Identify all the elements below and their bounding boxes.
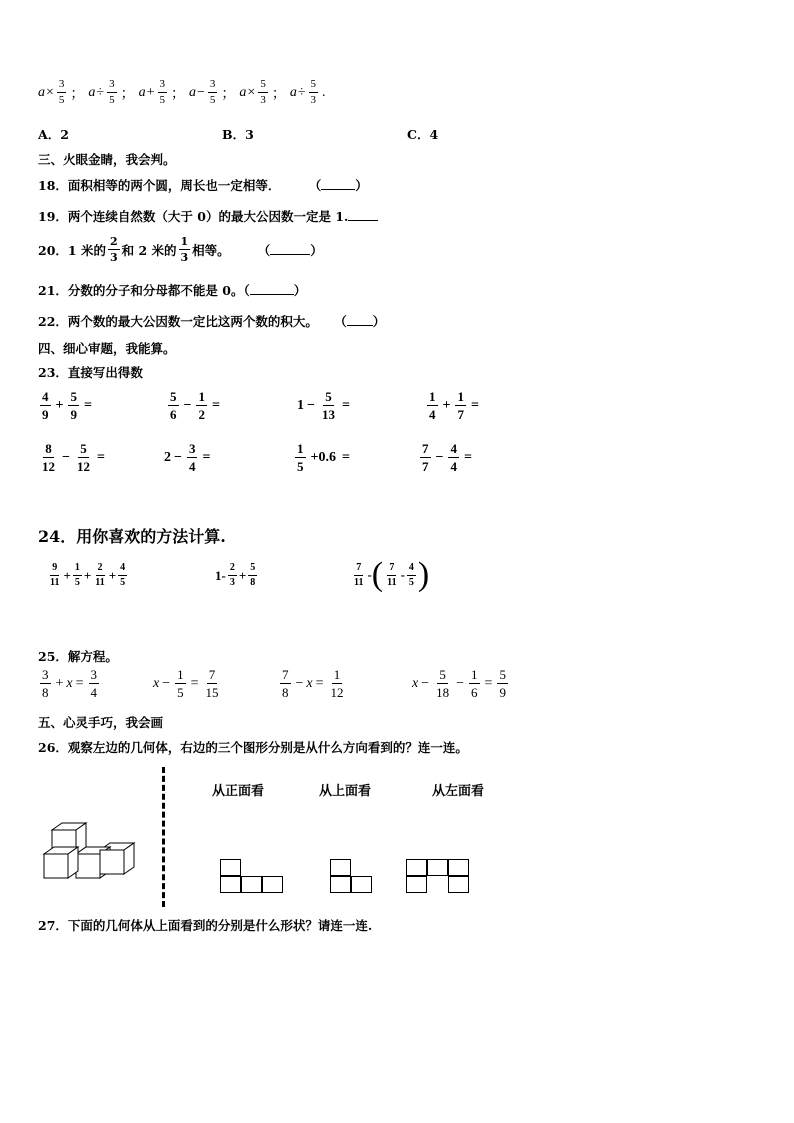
q22 bbox=[38, 312, 385, 330]
q20 bbox=[38, 236, 323, 263]
q20-text-mid: 和 2 米的 bbox=[121, 242, 177, 258]
q23-expr-3: 1 − $\frac{5}{13}$ = bbox=[297, 389, 350, 422]
q23-expr-6: 2 − $\frac{3}{4}$ = bbox=[164, 441, 211, 474]
q25-equation-4: x − $\frac{5}{18}$ − $\frac{1}{6}$ = $\frac{5}{9}$ bbox=[412, 667, 506, 700]
q21-answer-paren[interactable]: （ ） bbox=[243, 283, 307, 298]
q26-view-top-label: 从上面看 bbox=[319, 784, 372, 799]
q23-expr-8: $\frac{7}{7}$ − $\frac{4}{4}$ = bbox=[422, 441, 472, 474]
q17-option-c: C．4 bbox=[407, 127, 439, 142]
q27-title: 27．下面的几何体从上面看到的分别是什么形状？请连一连. bbox=[38, 918, 373, 933]
q26-shape-3[interactable] bbox=[406, 859, 472, 895]
section-5-heading: 五、心灵手巧，我会画 bbox=[38, 715, 164, 730]
q26-title: 26．观察左边的几何体，右边的三个图形分别是从什么方向看到的？连一连。 bbox=[38, 740, 468, 755]
q23-title: 23．直接写出得数 bbox=[38, 365, 143, 380]
q17-expression-1: a × $\frac{3}{5}$ ； bbox=[38, 78, 85, 106]
q24-expr-2: 1 - $\frac{2}{3}$ + $\frac{5}{8}$ bbox=[215, 562, 256, 588]
q26-view-front-label: 从正面看 bbox=[212, 784, 265, 799]
q26-view-left-label: 从左面看 bbox=[432, 784, 485, 799]
q19-answer-blank[interactable] bbox=[348, 220, 378, 221]
q20-answer-paren[interactable]: （ ） bbox=[257, 242, 323, 258]
q18-text: 18．面积相等的两个圆，周长也一定相等． bbox=[38, 178, 281, 193]
q21-text: 21．分数的分子和分母都不能是 0。 bbox=[38, 283, 244, 298]
section-4-heading: 四、细心审题，我能算。 bbox=[38, 341, 176, 356]
q17-expression-4: a − $\frac{3}{5}$ ； bbox=[189, 78, 236, 106]
q18 bbox=[38, 176, 368, 194]
q20-fraction-2: $\frac{1}{3}$ bbox=[180, 235, 189, 264]
q21 bbox=[38, 281, 306, 299]
q26-shape-2[interactable] bbox=[330, 859, 374, 895]
q23-expr-4: $\frac{1}{4}$ + $\frac{1}{7}$ = bbox=[429, 389, 479, 422]
q22-answer-paren[interactable]: （ ） bbox=[334, 314, 386, 329]
q26-shape-1[interactable] bbox=[220, 859, 286, 895]
q23-expr-1: $\frac{4}{9}$ + $\frac{5}{9}$ = bbox=[42, 389, 92, 422]
q23-expr-2: $\frac{5}{6}$ − $\frac{1}{2}$ = bbox=[170, 389, 220, 422]
q17-expression-6: a ÷ $\frac{5}{3}$ . bbox=[289, 78, 326, 106]
q25-equation-2: x − $\frac{1}{5}$ = $\frac{7}{15}$ bbox=[153, 667, 219, 700]
q26-solid-figure bbox=[40, 820, 144, 886]
q20-fraction-1: $\frac{2}{3}$ bbox=[109, 235, 118, 264]
q20-text-post: 相等。 bbox=[192, 242, 230, 258]
q19 bbox=[38, 207, 378, 225]
q17-expression-3: a + $\frac{3}{5}$ ； bbox=[138, 78, 185, 106]
q18-answer-paren[interactable]: （ ） bbox=[308, 178, 368, 193]
q17-expression-2: a ÷ $\frac{3}{5}$ ； bbox=[88, 78, 135, 106]
q17-option-b: B．3 bbox=[222, 127, 254, 142]
q25-equation-1: $\frac{3}{8}$ + x = $\frac{3}{4}$ bbox=[42, 667, 98, 700]
q23-expr-5: $\frac{8}{12}$ − $\frac{5}{12}$ = bbox=[42, 441, 105, 474]
q20-text-pre: 20．1 米的 bbox=[38, 242, 106, 258]
q25-equation-3: $\frac{7}{8}$ − x = $\frac{1}{12}$ bbox=[282, 667, 344, 700]
q26-divider-line bbox=[162, 767, 165, 907]
q24-expr-3: $\frac{7}{11}$ - ( $\frac{7}{11}$ - $\frac{4}{5}$ ) bbox=[354, 556, 430, 593]
q17-option-a: A．2 bbox=[38, 127, 69, 142]
q23-expr-7: $\frac{1}{5}$ +0.6 = bbox=[297, 441, 350, 474]
q17-expressions bbox=[38, 79, 330, 106]
q19-text: 19．两个连续自然数（大于 0）的最大公因数一定是 1. bbox=[38, 209, 349, 224]
q17-expression-5: a × $\frac{5}{3}$ ； bbox=[239, 78, 286, 106]
section-3-heading: 三、火眼金睛，我会判。 bbox=[38, 152, 176, 167]
q24-title: 24．用你喜欢的方法计算. bbox=[38, 527, 226, 546]
q24-expr-1: $\frac{9}{11}$ + $\frac{1}{5}$ + $\frac{2}{11}$ + $\frac{4}{5}$ bbox=[50, 562, 126, 588]
q22-text: 22．两个数的最大公因数一定比这两个数的积大。 bbox=[38, 314, 318, 329]
q25-title: 25．解方程。 bbox=[38, 649, 118, 664]
